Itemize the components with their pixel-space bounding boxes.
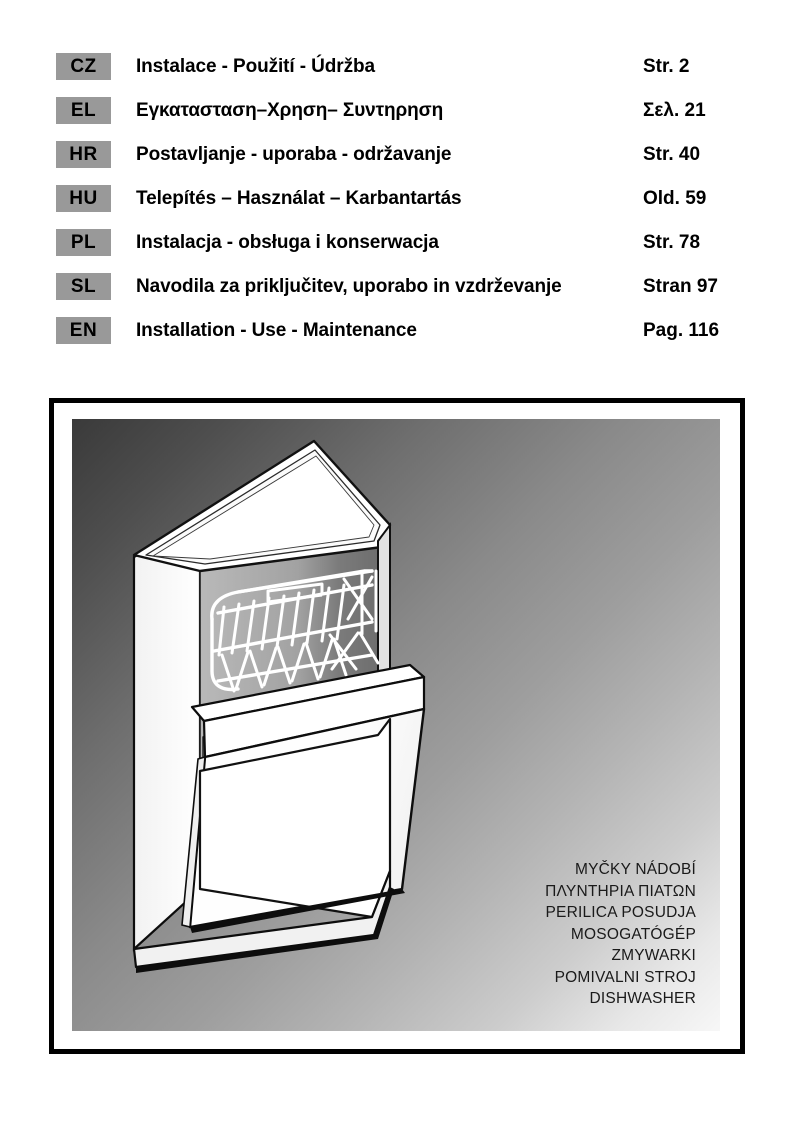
- language-title-hr: Postavljanje - uporaba - održavanje: [136, 144, 452, 165]
- product-name-el: ΠΛΥΝΤΗΡΙΑ ΠΙΑΤΩΝ: [545, 882, 696, 900]
- language-title-hu: Telepítés – Használat – Karbantartás: [136, 188, 462, 209]
- table-row: [0, 53, 802, 83]
- table-row: [0, 185, 802, 215]
- language-page-hr: Str. 40: [643, 144, 701, 165]
- language-badge-hr: HR: [56, 141, 111, 168]
- illustration-frame: [49, 398, 745, 1054]
- product-name-hr: PERILICA POSUDJA: [545, 904, 696, 921]
- product-name-sl: POMIVALNI STROJ: [554, 968, 696, 986]
- product-name-en: DISHWASHER: [589, 990, 696, 1007]
- language-page-sl: Stran 97: [643, 276, 718, 297]
- language-title-sl: Navodila za priključitev, uporabo in vzdrževanje: [136, 276, 562, 297]
- table-row: [0, 317, 802, 347]
- language-page-hu: Old. 59: [643, 188, 707, 209]
- table-row: [0, 273, 802, 303]
- illustration-background: [72, 419, 720, 1031]
- language-title-en: Installation - Use - Maintenance: [136, 320, 417, 341]
- language-badge-sl: SL: [56, 273, 111, 300]
- language-badge-el: EL: [56, 97, 111, 124]
- table-row: [0, 229, 802, 259]
- table-row: [0, 141, 802, 171]
- language-title-cz: Instalace - Použití - Údržba: [136, 56, 375, 77]
- language-badge-hu: HU: [56, 185, 111, 212]
- language-title-el: Εγκατασταση–Χρηση– Συντηρηση: [136, 100, 444, 121]
- product-name-hu: MOSOGATÓGÉP: [570, 925, 696, 943]
- product-name-pl: ZMYWARKI: [611, 947, 696, 964]
- product-name-cz: MYČKY NÁDOBÍ: [575, 861, 696, 878]
- language-badge-en: EN: [56, 317, 111, 344]
- language-page-cz: Str. 2: [643, 56, 690, 77]
- language-badge-cz: CZ: [56, 53, 111, 80]
- language-page-pl: Str. 78: [643, 232, 701, 253]
- language-page-en: Pag. 116: [643, 320, 720, 341]
- language-badge-pl: PL: [56, 229, 111, 256]
- language-page-el: Σελ. 21: [643, 100, 706, 121]
- table-row: [0, 97, 802, 127]
- language-title-pl: Instalacja - obsługa i konserwacja: [136, 232, 439, 253]
- product-name-list: [545, 859, 696, 1010]
